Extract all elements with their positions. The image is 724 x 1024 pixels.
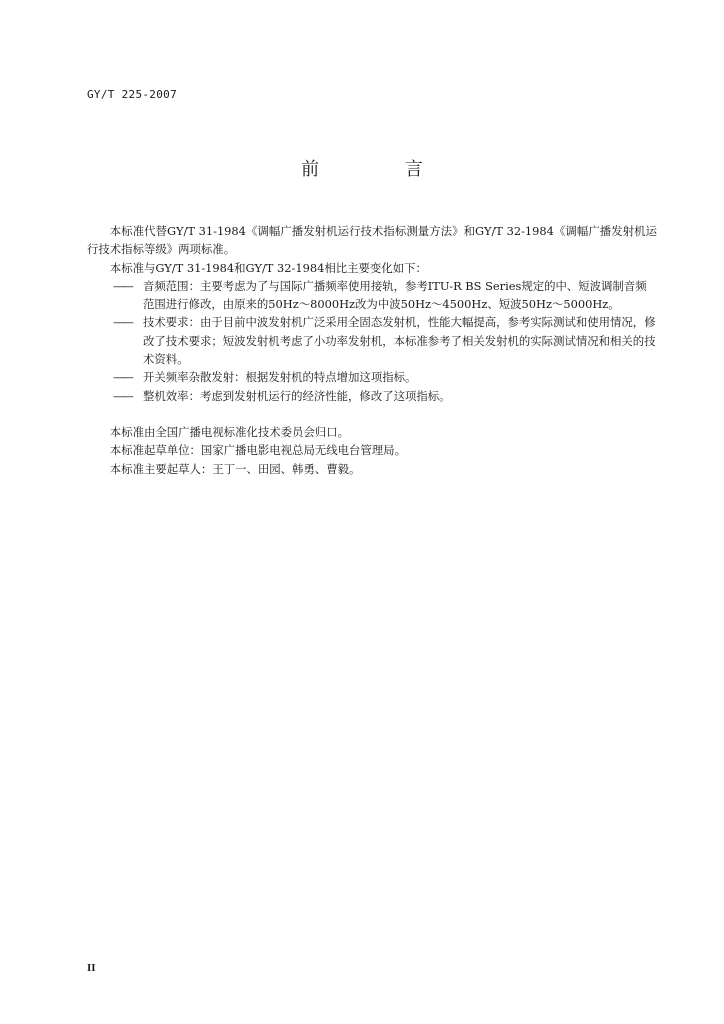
page-number: II [87, 962, 96, 974]
change-item-audio-range [87, 277, 657, 314]
changes-intro-paragraph: 本标准与GY/T 31-1984和GY/T 32-1984相比主要变化如下： [109, 260, 427, 275]
dash-marker: —— [113, 278, 132, 293]
dash-marker: —— [113, 388, 132, 403]
paragraph-gap [87, 405, 657, 423]
standard-code: GY/T 225-2007 [87, 88, 177, 101]
change-item-efficiency [87, 387, 657, 405]
change-item-technical-requirements [87, 313, 657, 368]
change-item-text: 开关频率杂散发射：根据发射机的特点增加这项指标。 [143, 370, 417, 385]
document-body [87, 222, 657, 478]
closing-paragraph-committee: 本标准由全国广播电视标准化技术委员会归口。 [109, 424, 350, 439]
change-item-spurious-emission [87, 368, 657, 386]
page-title: 前 言 [301, 159, 463, 180]
dash-marker: —— [113, 315, 132, 330]
dash-marker: —— [113, 370, 132, 385]
intro-paragraph: 本标准代替GY/T 31-1984《调幅广播发射机运行技术指标测量方法》和GY/T 32-1984《调幅广播发射机运行技术指标等级》两项标准。 [87, 224, 657, 257]
change-item-text: 整机效率：考虑到发射机运行的经济性能，修改了这项指标。 [143, 388, 451, 403]
change-item-text: 技术要求：由于目前中波发射机广泛采用全固态发射机，性能大幅提高，参考实际测试和使用情况，修改了技术要求；短波发射机考虑了小功率发射机，本标准参考了相关发射机的实际测试情况和相关的技术资料。 [143, 315, 656, 367]
change-item-text: 音频范围：主要考虑为了与国际广播频率使用接轨，参考ITU-R BS Series规定的中、短波调制音频范围进行修改，由原来的50Hz～8000Hz改为中波50Hz～4500Hz、短波50Hz～5000Hz。 [143, 278, 647, 312]
closing-paragraph-drafting-unit: 本标准起草单位：国家广播电影电视总局无线电台管理局。 [109, 443, 406, 458]
closing-paragraph-drafters: 本标准主要起草人：王丁一、田园、韩勇、曹毅。 [109, 461, 361, 476]
